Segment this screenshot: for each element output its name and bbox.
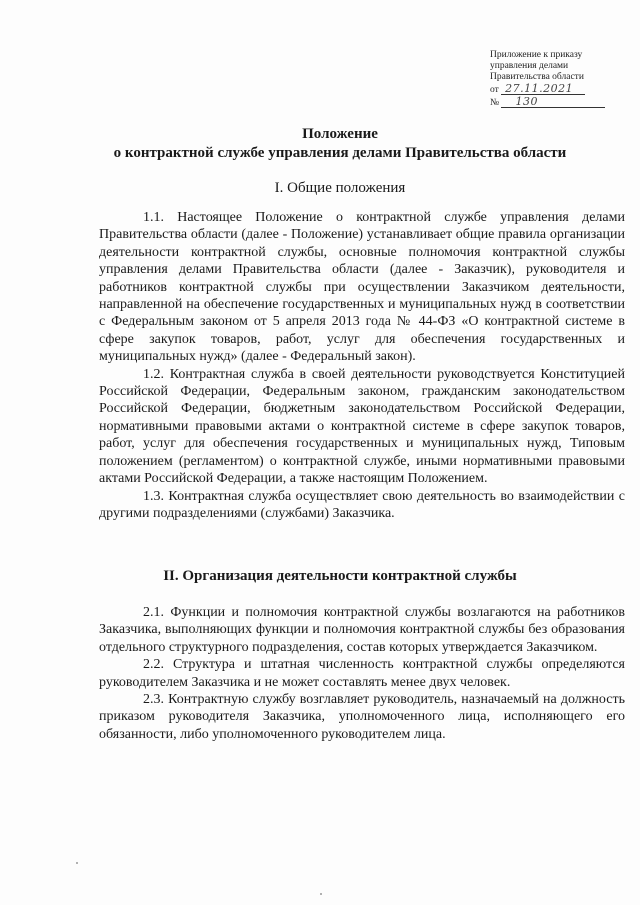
paragraph-1-3: 1.3. Контрактная служба осуществляет свою деятельность во взаимодействии с другими подразделениями (службами) Заказчика. bbox=[99, 488, 625, 521]
scan-speck bbox=[320, 893, 322, 895]
section-2-body bbox=[99, 604, 625, 743]
approval-date-line bbox=[490, 83, 620, 96]
approval-line-3: Правительства области bbox=[490, 72, 584, 82]
approval-stamp-block bbox=[490, 50, 620, 109]
approval-number-prefix: № bbox=[490, 98, 500, 108]
section-1-heading: I. Общие положения bbox=[274, 180, 406, 196]
scan-speck bbox=[76, 862, 78, 864]
section-1-body bbox=[99, 209, 625, 522]
section-2-heading: II. Организация деятельности контрактной службы bbox=[163, 568, 517, 584]
approval-line-2: управления делами bbox=[490, 61, 569, 71]
title-line-2: о контрактной службе управления делами Правительства области bbox=[113, 145, 567, 161]
paragraph-2-2: 2.2. Структура и штатная численность контрактной службы определяются руководителем Заказчика и не может составлять менее двух человек. bbox=[99, 657, 625, 690]
approval-number-handwritten: 130 bbox=[501, 96, 605, 108]
approval-date-prefix: от bbox=[490, 85, 499, 95]
approval-number-line bbox=[490, 96, 620, 109]
document-title bbox=[60, 125, 620, 163]
paragraph-2-1: 2.1. Функции и полномочия контрактной службы возлагаются на работников Заказчика, выполняющих функции и полномочия контрактной службы без образования отдельного структурного подразделения, состав которых утверждается Заказчиком. bbox=[99, 605, 625, 655]
approval-date-handwritten: 27.11.2021 bbox=[501, 83, 585, 95]
approval-line-1: Приложение к приказу bbox=[490, 50, 583, 60]
paragraph-1-1: 1.1. Настоящее Положение о контрактной службе управления делами Правительства области (далее - Положение) устанавливает общие правила организации деятельности контрактной службы, основные полномочия контрактной службы управления делами Правительства области (далее - Заказчик), руководителя и работников контрактной службы при осуществлении Заказчиком деятельности, направленной на обеспечение государственных и муниципальных нужд в соответствии с Федеральным законом от 5 апреля 2013 года № 44-ФЗ «О контрактной системе в сфере закупок товаров, работ, услуг для обеспечения государственных и муниципальных нужд» (далее - Федеральный закон). bbox=[99, 210, 625, 365]
paragraph-2-3: 2.3. Контрактную службу возглавляет руководитель, назначаемый на должность приказом руководителя Заказчика, уполномоченного лица, исполняющего его обязанности, либо уполномоченного руководителем лица. bbox=[99, 692, 625, 742]
paragraph-1-2: 1.2. Контрактная служба в своей деятельности руководствуется Конституцией Российской Федерации, Федеральным законом, гражданским законодательством Российской Федерации, бюджетным законодательством Российской Федерации, нормативными правовыми актами о контрактной системе в сфере закупок товаров, работ, услуг для обеспечения государственных и муниципальных нужд, Типовым положением (регламентом) о контрактной службе, иными нормативными правовыми актами Российской Федерации, а также настоящим Положением. bbox=[99, 366, 625, 487]
title-line-1: Положение bbox=[302, 126, 378, 142]
